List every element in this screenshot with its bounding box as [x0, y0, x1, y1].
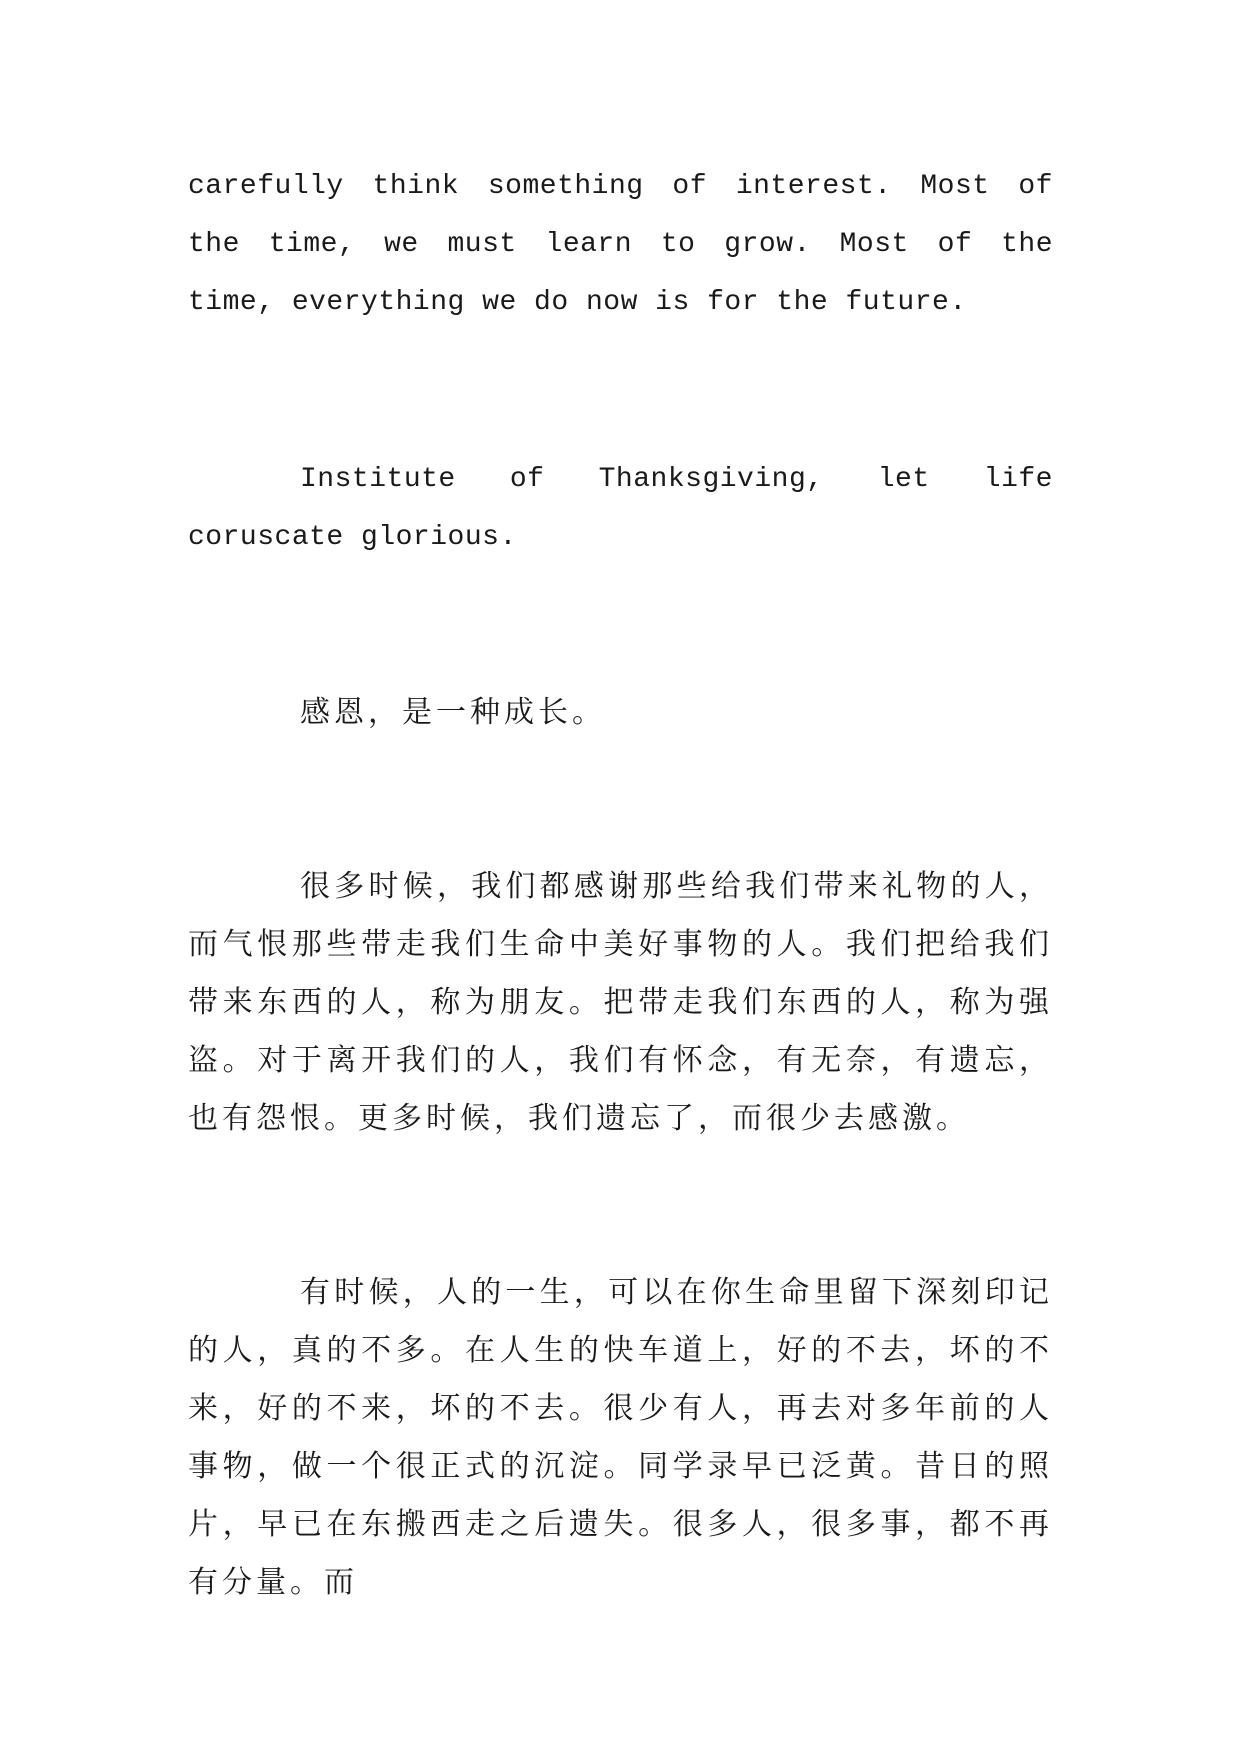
paragraph-chinese-1: 很多时候，我们都感谢那些给我们带来礼物的人，而气恨那些带走我们生命中美好事物的人。我们把给我们带来东西的人，称为朋友。把带走我们东西的人，称为强盗。对于离开我们的人，我们有怀念，有无奈，有遗忘，也有怨恨。更多时候，我们遗忘了，而很少去感激。: [188, 869, 1053, 1136]
paragraph-chinese-heading: 感恩，是一种成长。: [300, 695, 606, 730]
paragraph-english-2: Institute of Thanksgiving, let life coruscate glorious.: [188, 464, 1053, 553]
paragraph-english-1: carefully think something of interest. Most of the time, we must learn to grow. Most of the time, everything we do now is for the future.: [188, 171, 1053, 318]
paragraph-chinese-2: 有时候，人的一生，可以在你生命里留下深刻印记的人，真的不多。在人生的快车道上，好的不去，坏的不来，好的不来，坏的不去。很少有人，再去对多年前的人事物，做一个很正式的沉淀。同学录早已泛黄。昔日的照片，早已在东搬西走之后遗失。很多人，很多事，都不再有分量。而: [188, 1275, 1053, 1600]
